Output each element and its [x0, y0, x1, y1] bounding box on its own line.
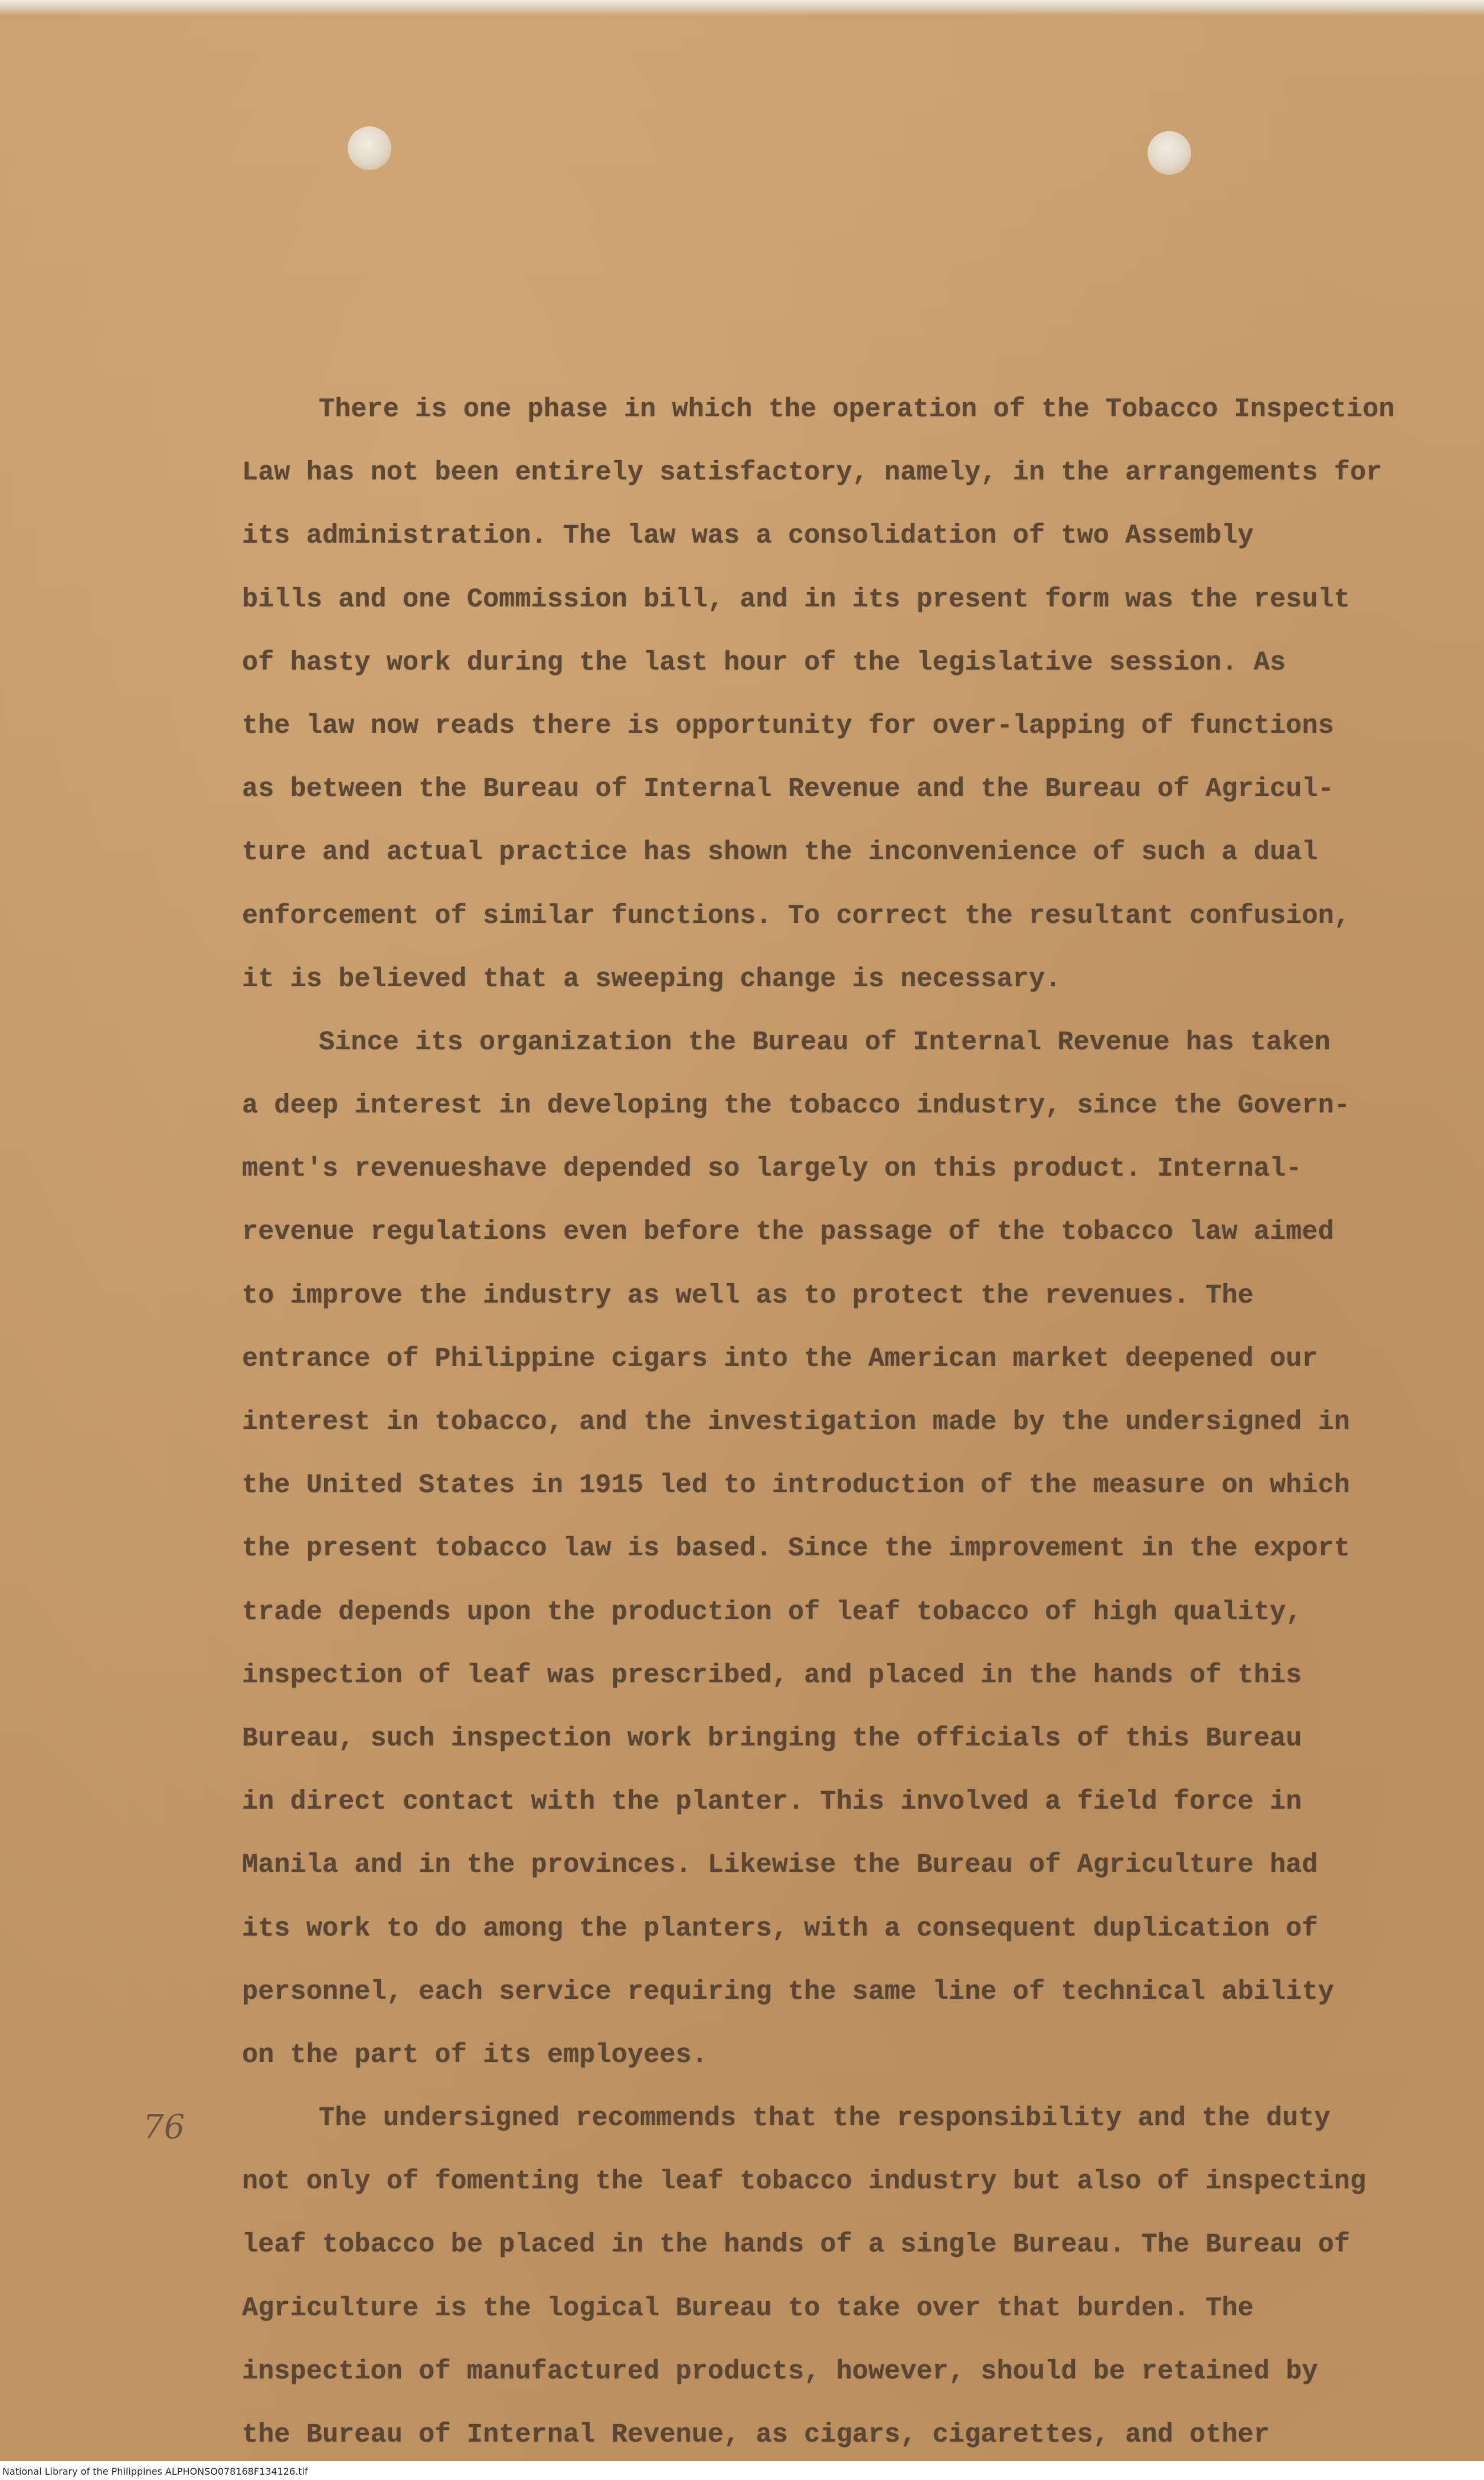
text-line: not only of fomenting the leaf tobacco industry but also of inspecting — [242, 2166, 1367, 2197]
text-line: the present tobacco law is based. Since the improvement in the export — [242, 1533, 1351, 1564]
text-line: to improve the industry as well as to protect the revenues. The — [242, 1280, 1254, 1311]
text-line: inspection of leaf was prescribed, and placed in the hands of this — [242, 1660, 1302, 1691]
text-line: enforcement of similar functions. To correct the resultant confusion, — [242, 900, 1351, 931]
text-line: trade depends upon the production of leaf tobacco of high quality, — [242, 1597, 1302, 1627]
text-line: Bureau, such inspection work bringing the officials of this Bureau — [242, 1723, 1302, 1754]
punch-hole-right — [1148, 131, 1191, 175]
text-line: of hasty work during the last hour of the legislative session. As — [242, 647, 1286, 678]
text-line: Law has not been entirely satisfactory, namely, in the arrangements for — [242, 458, 1382, 488]
text-line: its administration. The law was a consolidation of two Assembly — [242, 521, 1254, 552]
text-line: The undersigned recommends that the responsibility and the duty — [319, 2103, 1331, 2134]
document-body — [242, 378, 1395, 2466]
text-line: leaf tobacco be placed in the hands of a single Bureau. The Bureau of — [242, 2230, 1351, 2260]
text-line: entrance of Philippine cigars into the American market deepened our — [242, 1343, 1318, 1374]
punch-hole-left — [348, 126, 391, 170]
text-line: on the part of its employees. — [242, 2040, 708, 2070]
text-line: the Bureau of Internal Revenue, as cigars, cigarettes, and other — [242, 2420, 1270, 2450]
text-line: ture and actual practice has shown the inconvenience of such a dual — [242, 837, 1318, 868]
text-line: its work to do among the planters, with a consequent duplication of — [242, 1913, 1318, 1944]
text-line: revenue regulations even before the passage of the tobacco law aimed — [242, 1217, 1334, 1248]
text-line: There is one phase in which the operation of the Tobacco Inspection — [319, 394, 1395, 425]
text-line: inspection of manufactured products, however, should be retained by — [242, 2356, 1318, 2387]
text-line: Since its organization the Bureau of Internal Revenue has taken — [319, 1027, 1331, 1058]
text-line: Manila and in the provinces. Likewise the Bureau of Agriculture had — [242, 1850, 1318, 1881]
text-line: it is believed that a sweeping change is necessary. — [242, 964, 1061, 994]
text-line: the law now reads there is opportunity for over-lapping of functions — [242, 710, 1334, 741]
text-line: interest in tobacco, and the investigation made by the undersigned in — [242, 1407, 1351, 1437]
text-line: personnel, each service requiring the same line of technical ability — [242, 1976, 1334, 2007]
page-top-edge — [0, 0, 1484, 15]
text-line: in direct contact with the planter. This involved a field force in — [242, 1787, 1302, 1817]
archive-footer: National Library of the Philippines ALPHONSO078168F134126.tif — [2, 2466, 308, 2477]
text-line: as between the Bureau of Internal Revenue and the Bureau of Agricul- — [242, 774, 1334, 805]
text-line: bills and one Commission bill, and in its present form was the result — [242, 584, 1351, 615]
page-number-handwritten: 76 — [143, 2108, 185, 2146]
text-line: Agriculture is the logical Bureau to take over that burden. The — [242, 2293, 1254, 2324]
text-line: ment's revenueshave depended so largely on this product. Internal- — [242, 1154, 1302, 1184]
text-line: a deep interest in developing the tobacco industry, since the Govern- — [242, 1091, 1351, 1121]
text-line: the United States in 1915 led to introduction of the measure on which — [242, 1470, 1351, 1501]
